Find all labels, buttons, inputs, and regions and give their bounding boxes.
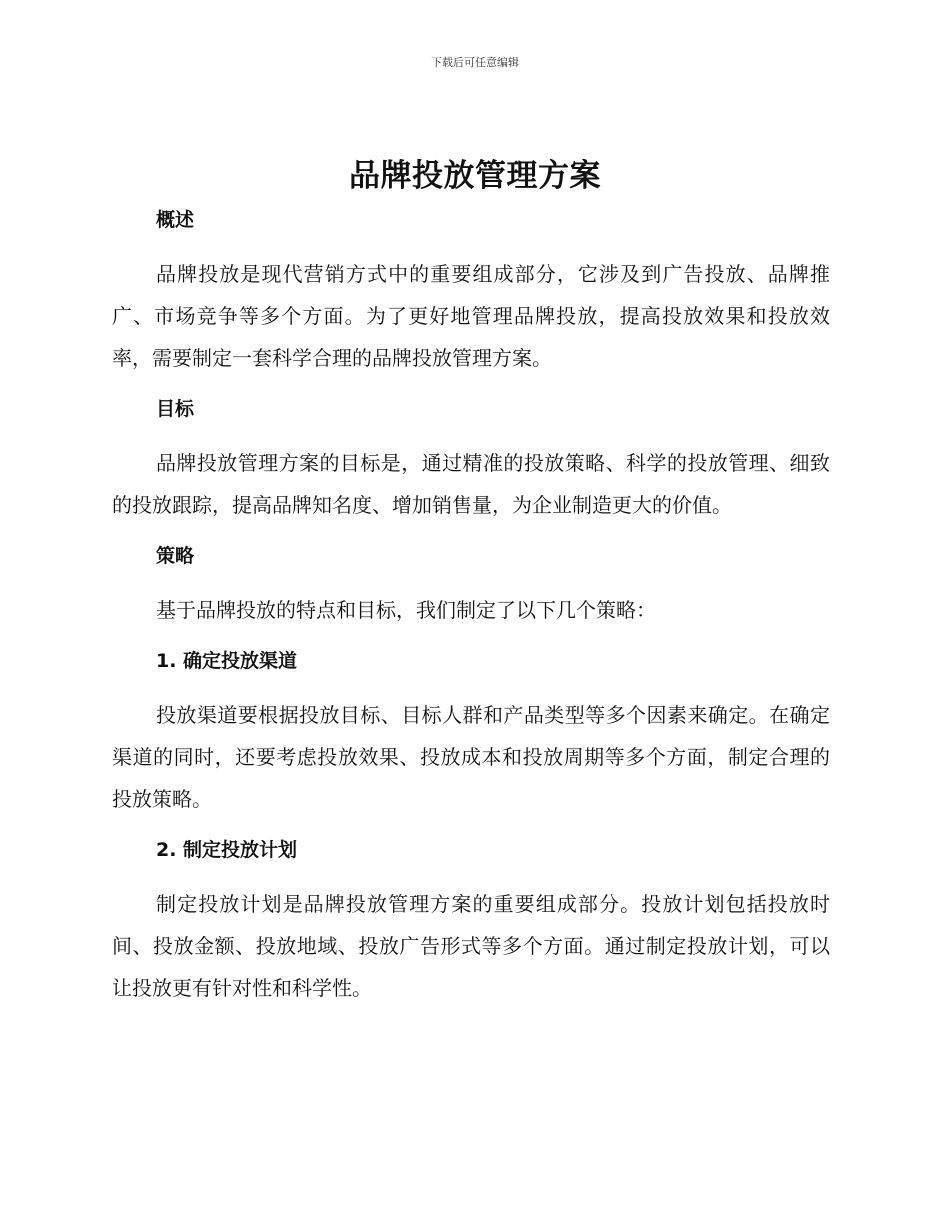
section-overview bbox=[112, 202, 830, 391]
section-goals bbox=[112, 391, 830, 538]
header-note: 下载后可任意编辑 bbox=[431, 56, 519, 69]
section-heading: 目标 bbox=[156, 398, 195, 420]
section-heading: 策略 bbox=[156, 545, 195, 567]
section-heading: 概述 bbox=[156, 209, 195, 231]
section-paragraph: 投放渠道要根据投放目标、目标人群和产品类型等多个因素来确定。在确定渠道的同时，还要考虑投放效果、投放成本和投放周期等多个方面，制定合理的投放策略。 bbox=[112, 703, 830, 811]
section-plan bbox=[112, 832, 830, 1009]
section-paragraph: 品牌投放管理方案的目标是，通过精准的投放策略、科学的投放管理、细致的投放跟踪，提高品牌知名度、增加销售量，为企业制造更大的价值。 bbox=[112, 451, 830, 517]
document-body bbox=[112, 202, 830, 1009]
section-channels bbox=[112, 643, 830, 832]
document-title: 品牌投放管理方案 bbox=[349, 158, 601, 194]
section-strategy bbox=[112, 538, 830, 643]
section-heading: 1. 确定投放渠道 bbox=[156, 650, 298, 672]
section-heading: 2. 制定投放计划 bbox=[156, 839, 298, 861]
section-paragraph: 制定投放计划是品牌投放管理方案的重要组成部分。投放计划包括投放时间、投放金额、投放地域、投放广告形式等多个方面。通过制定投放计划，可以让投放更有针对性和科学性。 bbox=[112, 892, 830, 1000]
section-paragraph: 品牌投放是现代营销方式中的重要组成部分，它涉及到广告投放、品牌推广、市场竞争等多个方面。为了更好地管理品牌投放，提高投放效果和投放效率，需要制定一套科学合理的品牌投放管理方案。 bbox=[112, 262, 830, 370]
section-paragraph: 基于品牌投放的特点和目标，我们制定了以下几个策略： bbox=[156, 598, 656, 622]
